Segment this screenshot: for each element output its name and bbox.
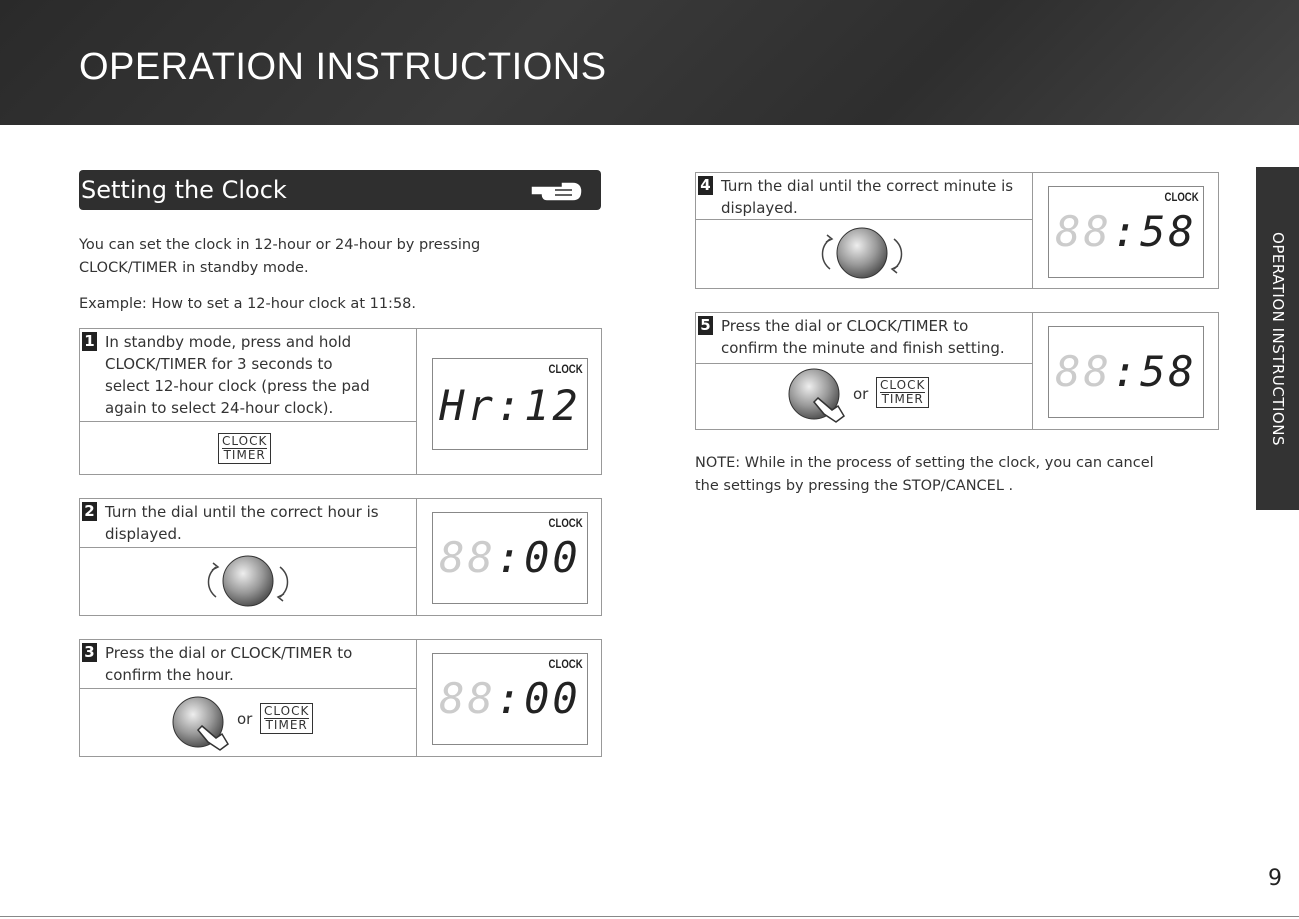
or-text: or [853,385,869,403]
rotate-dial-icon [814,225,910,281]
pointing-hand-icon [527,176,587,206]
step-number: 4 [698,176,713,195]
press-dial-icon [788,368,858,424]
clock-display: CLOCK 88:00 [432,653,588,745]
press-dial-icon [172,696,242,752]
clock-display: 88:58 [1048,326,1204,418]
intro-line-1: You can set the clock in 12-hour or 24-hour by pressing [79,237,481,253]
intro-line-2: CLOCK/TIMER in standby mode. [79,260,309,276]
page-number: 9 [1268,866,1282,891]
step-number: 2 [82,502,97,521]
clock-timer-pad-icon: CLOCK TIMER [260,703,313,734]
step-3 [79,639,602,757]
note-text: NOTE: While in the process of setting the clock, you can cancel the settings by pressing the STOP/CANCEL . [695,455,1154,494]
step-4 [695,172,1219,289]
side-tab-label: OPERATION INSTRUCTIONS [1268,231,1287,446]
rotate-dial-icon [200,553,296,609]
step-number: 1 [82,332,97,351]
step-1 [79,328,602,475]
clock-display: CLOCK 88:58 [1048,186,1204,278]
step-number: 5 [698,316,713,335]
step-2 [79,498,602,616]
or-text: or [237,710,253,728]
step-text: Press the dial or CLOCK/TIMER to confirm the minute and finish setting. [721,317,1005,357]
clock-display: CLOCK Hr:12 [432,358,588,450]
step-text: In standby mode, press and hold CLOCK/TIMER for 3 seconds to select 12-hour clock (press the pad again to select 24-hour clock). [105,333,370,417]
section-header [79,170,601,210]
side-tab [1256,167,1299,510]
section-title: Setting the Clock [81,176,287,204]
page-title: OPERATION INSTRUCTIONS [79,46,607,88]
clock-timer-pad-icon: CLOCK TIMER [876,377,929,408]
step-number: 3 [82,643,97,662]
clock-timer-pad-icon: CLOCK TIMER [218,433,271,464]
step-text: Turn the dial until the correct minute is displayed. [721,177,1014,217]
example-text: Example: How to set a 12-hour clock at 11:58. [79,296,417,312]
step-text: Turn the dial until the correct hour is displayed. [105,503,379,543]
clock-display: CLOCK 88:00 [432,512,588,604]
page-header [0,0,1299,125]
step-text: Press the dial or CLOCK/TIMER to confirm the hour. [105,644,353,684]
intro-text [79,234,480,280]
bottom-divider [0,916,1299,917]
step-5 [695,312,1219,430]
